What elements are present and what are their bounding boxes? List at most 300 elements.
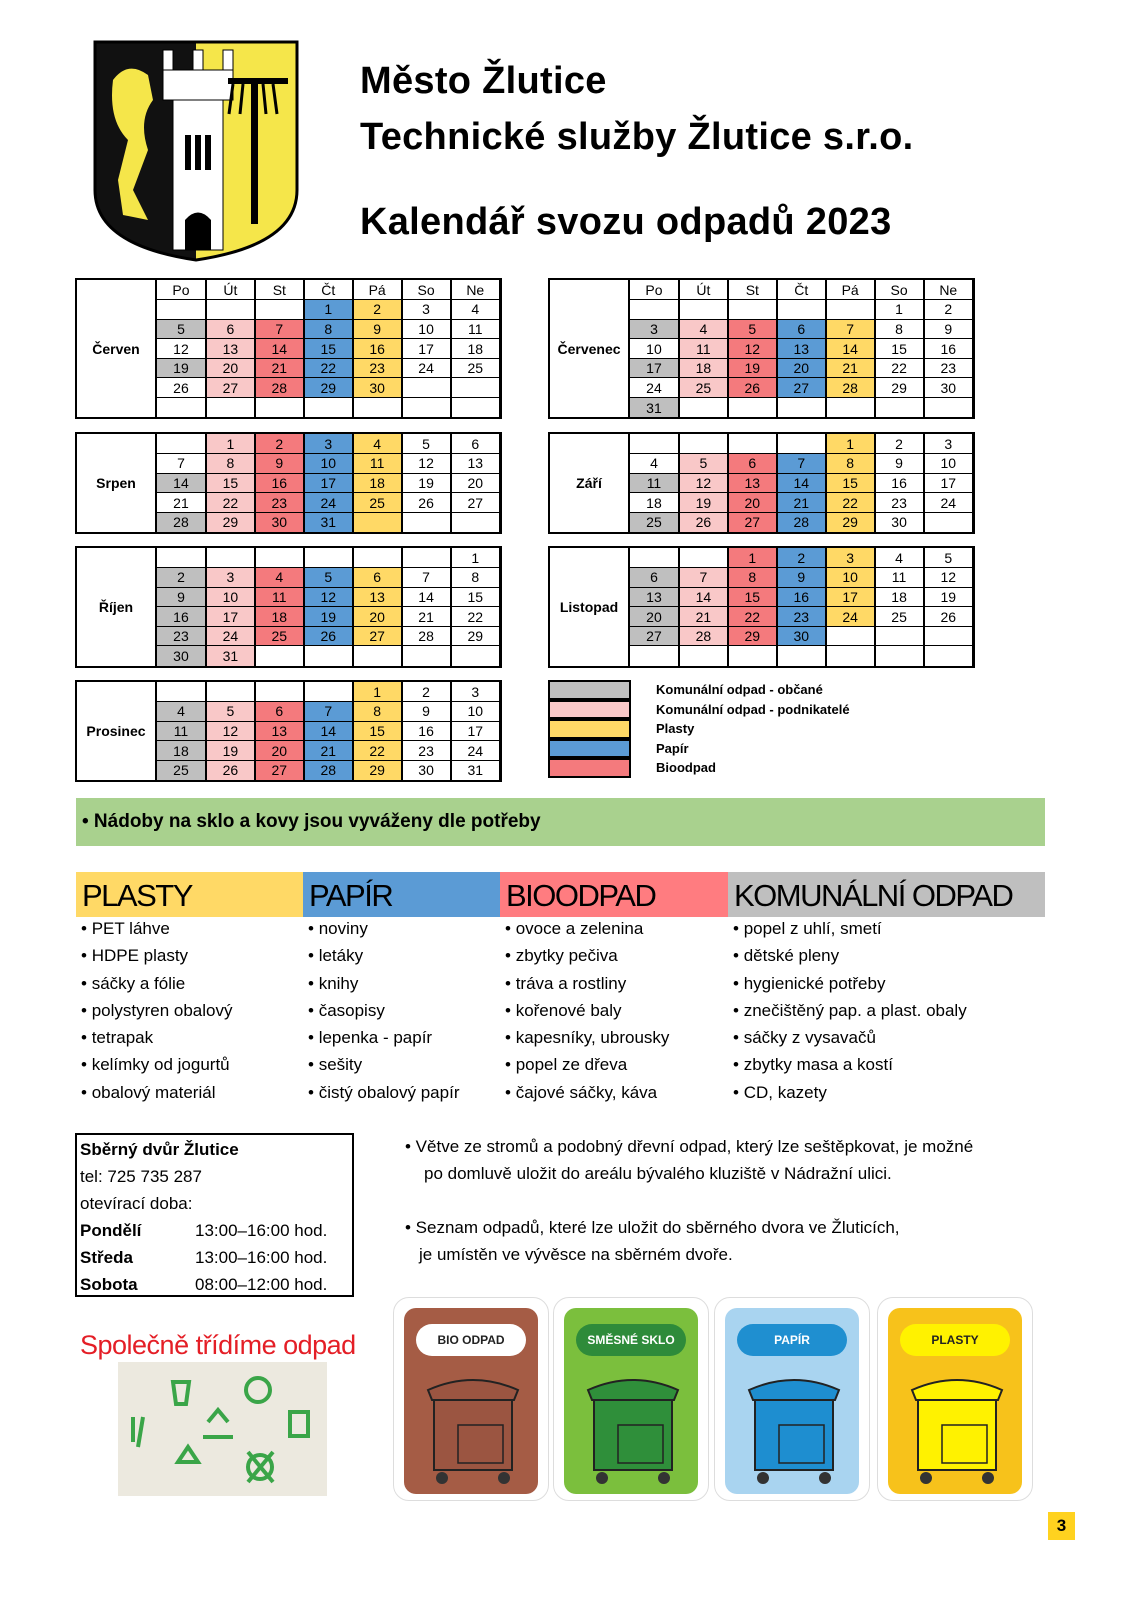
day-cell: 29 [451,626,500,646]
day-cell [402,398,451,418]
day-cell: 30 [875,512,924,532]
day-cell: 21 [402,607,451,627]
day-cell: 27 [255,760,304,780]
bin-label: BIO ODPAD [416,1324,526,1356]
collection-yard-box [75,1133,354,1297]
day-cell: 1 [304,300,353,320]
day-cell: 12 [728,339,777,359]
day-cell: 25 [157,760,206,780]
day-cell [304,646,353,666]
legend-swatch [548,700,631,720]
day-cell: 18 [451,339,500,359]
category-item: • HDPE plasty [76,946,303,973]
day-cell: 9 [353,319,402,339]
day-cell [157,682,206,702]
month-calendar [75,278,502,419]
legend-swatch [548,680,631,700]
day-cell: 3 [304,434,353,454]
day-cell: 8 [826,454,875,474]
day-cell: 11 [255,587,304,607]
month-name: Říjen [77,548,157,666]
day-cell [630,548,679,568]
day-cell [679,548,728,568]
recycling-icons-image [118,1362,327,1496]
day-cell [402,378,451,398]
category-title: PAPÍR [303,872,500,917]
day-cell: 16 [255,473,304,493]
day-cell: 21 [157,493,206,513]
day-cell: 16 [157,607,206,627]
day-cell: 27 [728,512,777,532]
category-item: • knihy [303,974,500,1001]
opening-hours-label: otevírací doba: [80,1194,193,1213]
day-cell: 26 [304,626,353,646]
day-cell: 11 [157,721,206,741]
day-cell [451,646,500,666]
company-title: Technické služby Žlutice s.r.o. [360,116,914,158]
month-name: Červenec [550,280,630,417]
legend-label: Papír [656,740,689,756]
category-item: • PET láhve [76,919,303,946]
day-cell [206,300,255,320]
day-cell: 5 [679,454,728,474]
category-item: • kořenové baly [500,1001,728,1028]
day-cell: 20 [630,607,679,627]
legend-label: Plasty [656,721,695,737]
weekday-header: Po [157,280,206,300]
day-cell [206,548,255,568]
day-cell: 15 [451,587,500,607]
day-cell: 26 [924,607,973,627]
category-item: • dětské pleny [728,946,1045,973]
day-cell [206,398,255,418]
day-cell [924,626,973,646]
day-cell: 1 [353,682,402,702]
day-cell: 27 [206,378,255,398]
category-item: • tetrapak [76,1028,303,1055]
weekday-header: So [402,280,451,300]
day-cell: 12 [924,568,973,588]
day-cell [924,646,973,666]
hours-row: Středa 13:00–16:00 hod. [80,1248,328,1267]
day-cell: 18 [255,607,304,627]
weekday-header: So [875,280,924,300]
day-cell: 9 [777,568,826,588]
day-cell [304,682,353,702]
day-cell: 9 [402,702,451,722]
day-cell: 28 [304,760,353,780]
day-cell: 2 [157,568,206,588]
day-cell: 29 [304,378,353,398]
day-cell: 18 [157,741,206,761]
day-cell [777,398,826,418]
day-cell: 30 [777,626,826,646]
day-cell: 14 [157,473,206,493]
category-item: • čajové sáčky, káva [500,1083,728,1110]
collection-yard-phone: tel: 725 735 287 [80,1167,202,1186]
legend-swatch [548,719,631,739]
month-name: Prosinec [77,682,157,780]
weekday-header: Čt [304,280,353,300]
day-cell: 19 [206,741,255,761]
day-cell [157,398,206,418]
day-cell: 30 [924,378,973,398]
category-item: • obalový materiál [76,1083,303,1110]
day-cell: 25 [679,378,728,398]
day-cell: 18 [353,473,402,493]
day-cell: 24 [630,378,679,398]
day-cell: 2 [255,434,304,454]
category-item: • sáčky z vysavačů [728,1028,1045,1055]
legend-label: Bioodpad [656,760,716,776]
day-cell: 20 [206,358,255,378]
day-cell [826,300,875,320]
day-cell [304,548,353,568]
day-cell: 27 [777,378,826,398]
weekday-header: Út [206,280,255,300]
day-cell [875,646,924,666]
weekday-header: Čt [777,280,826,300]
branches-note: • Větve ze stromů a podobný dřevní odpad, který lze seštěpkovat, je možné po domluvě uložit do areálu bývalého kluziště v Nádražní ulici. [405,1137,974,1183]
day-cell: 17 [402,339,451,359]
day-cell [451,512,500,532]
weekday-header: Ne [924,280,973,300]
bin-pictogram [877,1297,1033,1501]
day-cell: 24 [304,493,353,513]
day-cell: 27 [451,493,500,513]
day-cell: 29 [206,512,255,532]
day-cell: 6 [255,702,304,722]
day-cell: 20 [451,473,500,493]
day-cell [728,646,777,666]
day-cell [630,646,679,666]
day-cell: 15 [353,721,402,741]
day-cell: 11 [451,319,500,339]
day-cell: 17 [924,473,973,493]
day-cell: 13 [728,473,777,493]
day-cell: 17 [826,587,875,607]
day-cell: 13 [777,339,826,359]
day-cell: 4 [679,319,728,339]
day-cell: 20 [255,741,304,761]
day-cell: 14 [777,473,826,493]
weekday-header: Út [679,280,728,300]
bin-pictogram [393,1297,549,1501]
day-cell: 3 [630,319,679,339]
day-cell [826,398,875,418]
day-cell: 30 [402,760,451,780]
day-cell [157,548,206,568]
day-cell: 23 [157,626,206,646]
day-cell: 30 [353,378,402,398]
weekday-header: Ne [451,280,500,300]
day-cell [353,548,402,568]
day-cell: 29 [353,760,402,780]
day-cell: 5 [206,702,255,722]
day-cell: 6 [777,319,826,339]
day-cell: 13 [630,587,679,607]
day-cell: 24 [206,626,255,646]
day-cell: 13 [206,339,255,359]
day-cell: 6 [451,434,500,454]
day-cell: 24 [402,358,451,378]
day-cell: 19 [157,358,206,378]
day-cell: 28 [777,512,826,532]
month-calendar [75,680,502,782]
day-cell [255,548,304,568]
category-item: • sáčky a fólie [76,974,303,1001]
day-cell: 18 [679,358,728,378]
legend-label: Komunální odpad - občané [656,682,823,697]
day-cell: 12 [157,339,206,359]
category-item: • lepenka - papír [303,1028,500,1055]
day-cell: 25 [255,626,304,646]
day-cell [826,626,875,646]
day-cell: 4 [451,300,500,320]
day-cell: 13 [353,587,402,607]
hours-row: Sobota 08:00–12:00 hod. [80,1275,328,1294]
glass-metal-notice: • Nádoby na sklo a kovy jsou vyváženy dle potřeby [76,798,1045,846]
day-cell: 23 [255,493,304,513]
weekday-header: Pá [353,280,402,300]
day-cell: 2 [924,300,973,320]
category-item: • polystyren obalový [76,1001,303,1028]
month-calendar [548,432,975,534]
day-cell: 2 [875,434,924,454]
day-cell: 15 [826,473,875,493]
day-cell: 9 [255,454,304,474]
day-cell: 6 [353,568,402,588]
month-calendar [75,546,502,668]
day-cell: 7 [402,568,451,588]
day-cell [353,398,402,418]
day-cell: 20 [728,493,777,513]
slogan: Společně třídíme odpad [80,1330,356,1360]
day-cell: 14 [402,587,451,607]
category-item: • letáky [303,946,500,973]
day-cell: 10 [451,702,500,722]
day-cell [728,398,777,418]
waste-container-icon [902,1370,1012,1490]
day-cell: 1 [728,548,777,568]
day-cell: 14 [304,721,353,741]
day-cell: 5 [304,568,353,588]
category-title: PLASTY [76,872,303,917]
day-cell: 7 [826,319,875,339]
day-cell: 24 [924,493,973,513]
day-cell: 8 [304,319,353,339]
day-cell: 25 [630,512,679,532]
day-cell: 1 [826,434,875,454]
day-cell: 19 [402,473,451,493]
day-cell [826,646,875,666]
day-cell: 29 [875,378,924,398]
day-cell [679,300,728,320]
day-cell: 24 [451,741,500,761]
weekday-header: Po [630,280,679,300]
category-item: • hygienické potřeby [728,974,1045,1001]
day-cell: 10 [206,587,255,607]
day-cell: 16 [777,587,826,607]
day-cell [451,398,500,418]
day-cell [402,512,451,532]
day-cell [353,512,402,532]
day-cell [402,548,451,568]
day-cell [630,434,679,454]
month-calendar [548,278,975,419]
town-title: Město Žlutice [360,60,607,102]
day-cell [924,398,973,418]
day-cell: 21 [304,741,353,761]
month-name: Listopad [550,548,630,666]
day-cell: 9 [924,319,973,339]
month-calendar [75,432,502,534]
day-cell: 3 [206,568,255,588]
category-item: • tráva a rostliny [500,974,728,1001]
day-cell: 26 [157,378,206,398]
waste-container-icon [739,1370,849,1490]
day-cell: 2 [777,548,826,568]
day-cell: 6 [728,454,777,474]
day-cell [630,300,679,320]
day-cell: 15 [875,339,924,359]
day-cell: 15 [304,339,353,359]
day-cell: 23 [777,607,826,627]
day-cell: 19 [728,358,777,378]
day-cell: 5 [402,434,451,454]
category-item: • popel ze dřeva [500,1055,728,1082]
weekday-header: St [255,280,304,300]
day-cell: 29 [728,626,777,646]
day-cell: 31 [451,760,500,780]
day-cell [728,434,777,454]
day-cell: 13 [255,721,304,741]
day-cell [679,434,728,454]
town-coat-of-arms-logo [93,40,299,262]
day-cell [157,300,206,320]
day-cell: 7 [777,454,826,474]
day-cell [255,398,304,418]
day-cell: 16 [875,473,924,493]
category-item: • čistý obalový papír [303,1083,500,1110]
day-cell: 2 [402,682,451,702]
day-cell: 18 [630,493,679,513]
day-cell: 23 [924,358,973,378]
category-column [728,872,1045,1110]
day-cell: 19 [924,587,973,607]
day-cell: 10 [826,568,875,588]
day-cell: 31 [304,512,353,532]
day-cell: 20 [353,607,402,627]
day-cell: 3 [402,300,451,320]
month-name: Září [550,434,630,532]
day-cell: 5 [924,548,973,568]
day-cell: 17 [451,721,500,741]
legend-label: Komunální odpad - podnikatelé [656,701,850,717]
day-cell: 7 [304,702,353,722]
day-cell: 22 [826,493,875,513]
day-cell: 9 [875,454,924,474]
day-cell: 10 [304,454,353,474]
day-cell: 17 [630,358,679,378]
day-cell: 4 [157,702,206,722]
day-cell: 4 [353,434,402,454]
day-cell [777,646,826,666]
day-cell: 21 [777,493,826,513]
day-cell: 31 [206,646,255,666]
day-cell: 28 [679,626,728,646]
calendar-legend [548,680,978,780]
day-cell: 1 [206,434,255,454]
month-calendar [548,546,975,668]
day-cell: 28 [157,512,206,532]
day-cell [924,512,973,532]
day-cell: 8 [728,568,777,588]
day-cell: 12 [304,587,353,607]
day-cell [679,646,728,666]
day-cell: 23 [353,358,402,378]
category-item: • ovoce a zelenina [500,919,728,946]
hours-row: Pondělí 13:00–16:00 hod. [80,1221,328,1240]
day-cell: 7 [157,454,206,474]
day-cell: 8 [206,454,255,474]
day-cell: 17 [304,473,353,493]
day-cell [777,434,826,454]
day-cell: 4 [630,454,679,474]
day-cell: 22 [304,358,353,378]
day-cell: 16 [924,339,973,359]
day-cell: 19 [304,607,353,627]
day-cell: 22 [206,493,255,513]
bin-label: PAPÍR [737,1324,847,1356]
waste-list-note: • Seznam odpadů, které lze uložit do sběrného dvora ve Žluticích, je umístěn ve vývěsce na sběrném dvoře. [405,1218,900,1264]
day-cell: 23 [875,493,924,513]
category-column [500,872,728,1110]
day-cell: 21 [826,358,875,378]
weekday-header: Pá [826,280,875,300]
day-cell: 8 [353,702,402,722]
waste-container-icon [418,1370,528,1490]
category-item: • zbytky masa a kostí [728,1055,1045,1082]
category-item: • zbytky pečiva [500,946,728,973]
day-cell: 22 [875,358,924,378]
category-title: BIOODPAD [500,872,728,917]
day-cell: 28 [826,378,875,398]
day-cell: 21 [679,607,728,627]
day-cell [304,398,353,418]
day-cell: 30 [157,646,206,666]
day-cell [255,646,304,666]
day-cell: 11 [679,339,728,359]
day-cell: 7 [255,319,304,339]
day-cell: 26 [206,760,255,780]
day-cell: 8 [875,319,924,339]
day-cell: 27 [630,626,679,646]
day-cell [353,646,402,666]
day-cell: 15 [728,587,777,607]
day-cell: 11 [875,568,924,588]
weekday-header: St [728,280,777,300]
bin-pictogram [714,1297,870,1501]
day-cell: 21 [255,358,304,378]
day-cell: 6 [206,319,255,339]
day-cell [157,434,206,454]
day-cell: 14 [826,339,875,359]
day-cell [777,300,826,320]
waste-container-icon [578,1370,688,1490]
day-cell: 2 [353,300,402,320]
day-cell: 17 [206,607,255,627]
